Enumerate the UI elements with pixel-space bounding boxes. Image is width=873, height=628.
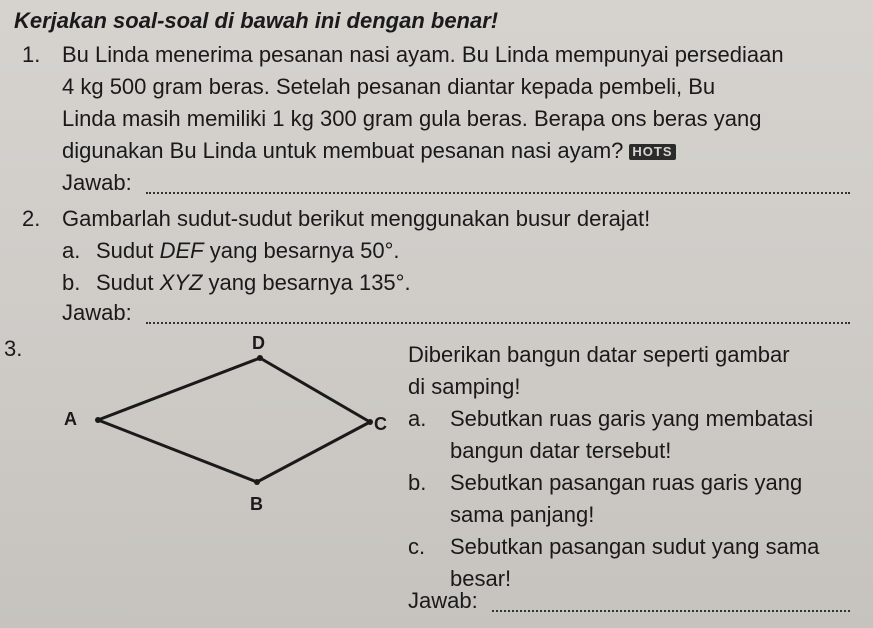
vertex-A-label: A	[64, 409, 77, 429]
q2b-mid: yang besarnya	[202, 270, 359, 295]
q3c-line-2: besar!	[450, 566, 512, 591]
vertex-C-label: C	[374, 414, 387, 434]
q2a-text	[96, 238, 400, 264]
q3-line-1: Diberikan bangun datar seperti gambar	[408, 342, 790, 367]
q3c-line-1: Sebutkan pasangan sudut yang sama	[450, 534, 820, 559]
q3a-line-1: Sebutkan ruas garis yang membatasi	[450, 406, 814, 431]
q2b-label: b.	[62, 270, 81, 295]
q1-answer-label: Jawab:	[62, 170, 132, 195]
q1-line-3: Linda masih memiliki 1 kg 300 gram gula beras. Berapa ons beras yang	[62, 106, 762, 131]
q2b-prefix: Sudut	[96, 270, 160, 295]
q2-answer-line[interactable]	[146, 322, 850, 324]
vertex-B-point	[254, 479, 260, 485]
q2a-value: 50°.	[360, 238, 400, 263]
q3b-line-1: Sebutkan pasangan ruas garis yang	[450, 470, 803, 495]
q1-line-1: Bu Linda menerima pesanan nasi ayam. Bu Linda mempunyai persediaan	[62, 42, 784, 67]
q3-line-2: di samping!	[408, 374, 521, 399]
q1-answer-line[interactable]	[146, 192, 850, 194]
q3-number: 3.	[4, 336, 23, 361]
hots-badge: HOTS	[629, 144, 675, 160]
vertex-A-point	[95, 417, 101, 423]
vertex-D-point	[257, 355, 263, 361]
q3a-label: a.	[408, 406, 427, 431]
worksheet-title: Kerjakan soal-soal di bawah ini dengan benar!	[14, 8, 499, 33]
q2b-angle-name: XYZ	[159, 270, 203, 295]
kite-figure	[50, 330, 387, 520]
kite-outline	[98, 358, 370, 482]
q2a-label: a.	[62, 238, 81, 263]
q2b-value: 135°.	[358, 270, 411, 295]
q3b-label: b.	[408, 470, 427, 495]
q1-number: 1.	[22, 42, 41, 67]
q2a-prefix: Sudut	[96, 238, 160, 263]
vertex-C-point	[367, 419, 373, 425]
q3-answer-label: Jawab:	[408, 588, 478, 613]
q2a-mid: yang besarnya	[203, 238, 361, 263]
q2a-angle-name: DEF	[159, 238, 204, 263]
q2b-text	[96, 270, 411, 296]
q2-answer-label: Jawab:	[62, 300, 132, 325]
q2-number: 2.	[22, 206, 41, 231]
q3a-line-2: bangun datar tersebut!	[450, 438, 672, 463]
vertex-B-label: B	[250, 494, 263, 514]
q1-line-4: digunakan Bu Linda untuk membuat pesanan nasi ayam?	[62, 138, 624, 163]
q1-line-2: 4 kg 500 gram beras. Setelah pesanan diantar kepada pembeli, Bu	[62, 74, 716, 99]
q3-answer-line[interactable]	[492, 610, 850, 612]
q2-text: Gambarlah sudut-sudut berikut menggunakan busur derajat!	[62, 206, 651, 231]
q3b-line-2: sama panjang!	[450, 502, 595, 527]
vertex-D-label: D	[252, 333, 265, 353]
q3c-label: c.	[408, 534, 426, 559]
